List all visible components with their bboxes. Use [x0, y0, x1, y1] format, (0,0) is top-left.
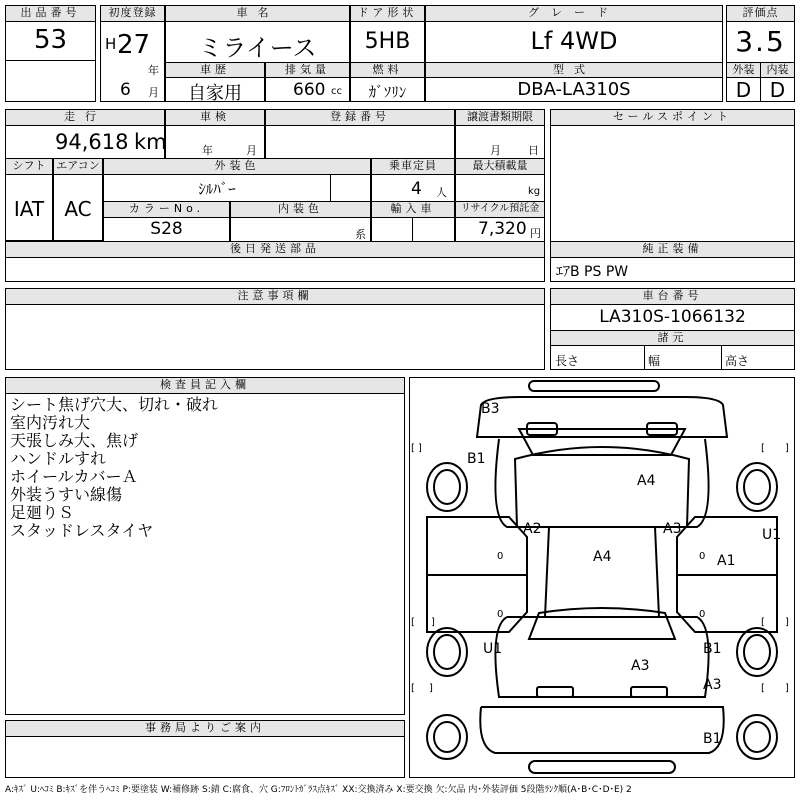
mileage: 94,618 — [55, 130, 129, 154]
svg-text:0: 0 — [497, 551, 504, 562]
year-unit: 年 — [148, 64, 159, 77]
aircon: AC — [64, 197, 92, 221]
int-color-cell — [230, 217, 371, 242]
inspector-line: 天張しみ大、焦げ — [10, 431, 139, 450]
int-color-header: 内装色 — [230, 201, 371, 218]
svg-text:]: ] — [418, 443, 422, 454]
damage-mark: B1 — [467, 451, 486, 467]
import-header: 輸入車 — [371, 201, 455, 218]
inspector-line: スタッドレスタイヤ — [10, 521, 154, 540]
svg-text:]: ] — [429, 683, 433, 694]
inspector-line: 足廻りＳ — [10, 503, 75, 522]
inspector-line: 外装うすい線傷 — [10, 485, 123, 504]
inspector-notes — [10, 396, 218, 540]
office-header: 事務局よりご案内 — [5, 720, 405, 737]
inspector-line: シート焦げ穴大、切れ・破れ — [10, 395, 219, 414]
grade: Lf 4WD — [530, 27, 618, 55]
history: 自家用 — [188, 83, 242, 104]
damage-mark: A3 — [703, 677, 722, 693]
insp-year-unit: 年 — [202, 144, 213, 157]
interior-header: 内装 — [760, 62, 795, 78]
sales-points-header: セールスポイント — [550, 109, 795, 126]
month-unit: 月 — [148, 86, 159, 99]
first-reg-header: 初度登録 — [100, 5, 165, 22]
capacity-unit: 人 — [436, 186, 447, 199]
car-name-header: 車名 — [165, 5, 350, 22]
max-load-unit: kg — [528, 186, 541, 197]
recycle-fee: 7,320 — [478, 219, 527, 239]
score-header: 評価点 — [726, 5, 795, 22]
svg-text:[: [ — [411, 617, 415, 628]
svg-text:0: 0 — [699, 551, 706, 562]
svg-text:]: ] — [785, 617, 789, 628]
damage-mark: B1 — [703, 641, 722, 657]
history-header: 車歴 — [165, 62, 265, 78]
aircon-header: エアコン — [53, 158, 103, 175]
exterior-grade: D — [735, 78, 752, 102]
color-no-header: カラーNo. — [103, 201, 230, 218]
office-cell — [5, 736, 405, 778]
ext-color: ｼﾙﾊﾞｰ — [198, 180, 236, 198]
import-cell2 — [412, 217, 455, 242]
door-type: 5HB — [364, 29, 411, 54]
max-load-header: 最大積載量 — [455, 158, 545, 175]
car-name: ミライース — [198, 34, 317, 62]
color-no: S28 — [150, 219, 183, 239]
damage-mark: A4 — [637, 473, 656, 489]
inspector-line: 室内汚れ大 — [10, 413, 91, 432]
damage-mark: U1 — [483, 641, 503, 657]
notes-header: 注意事項欄 — [5, 288, 545, 305]
mileage-unit: km — [134, 130, 167, 154]
int-color-unit: 系 — [355, 228, 366, 241]
svg-text:[: [ — [761, 683, 765, 694]
transfer-month-unit: 月 — [490, 144, 501, 157]
damage-mark: A2 — [523, 521, 542, 537]
length-label: 長さ — [555, 354, 580, 368]
recycle-unit: 円 — [530, 227, 541, 240]
svg-text:0: 0 — [699, 609, 706, 620]
transfer-day-unit: 日 — [528, 144, 539, 157]
capacity-header: 乗車定員 — [371, 158, 455, 175]
later-parts-cell — [5, 257, 545, 282]
recycle-header: リサイクル預託金 — [455, 201, 545, 218]
displacement-header: 排気量 — [265, 62, 350, 78]
svg-text:]: ] — [431, 617, 435, 628]
genuine-equipment: ｴｱB PS PW — [556, 264, 629, 280]
ext-color-cell2 — [330, 174, 371, 202]
reg-no-cell — [265, 125, 455, 159]
damage-mark: A3 — [631, 658, 650, 674]
lot-no-header: 出品番号 — [5, 5, 96, 22]
svg-text:[: [ — [761, 443, 765, 454]
transfer-header: 譲渡書類期限 — [455, 109, 545, 126]
model: DBA-LA310S — [517, 79, 631, 100]
shift-header: シフト — [5, 158, 53, 175]
lot-no-blank — [5, 60, 96, 102]
fuel: ｶﾞｿﾘﾝ — [368, 83, 407, 101]
damage-mark: B3 — [481, 401, 500, 417]
grade-header: グレード — [425, 5, 723, 22]
damage-mark: A1 — [717, 553, 736, 569]
later-parts-header: 後日発送部品 — [5, 241, 545, 258]
door-header: ドア形状 — [350, 5, 425, 22]
damage-mark: B1 — [703, 731, 722, 747]
dims-header: 諸元 — [550, 330, 795, 346]
model-header: 型式 — [425, 62, 723, 78]
inspection-header: 車検 — [165, 109, 265, 126]
exterior-header: 外装 — [726, 62, 761, 78]
reg-no-header: 登録番号 — [265, 109, 455, 126]
fuel-header: 燃料 — [350, 62, 425, 78]
genuine-header: 純正装備 — [550, 241, 795, 258]
insp-month-unit: 月 — [246, 144, 257, 157]
height-label: 高さ — [725, 354, 750, 368]
sales-points-cell — [550, 125, 795, 242]
svg-text:]: ] — [785, 683, 789, 694]
displacement: 660 — [293, 80, 326, 100]
mileage-header: 走行 — [5, 109, 165, 126]
capacity: 4 — [411, 179, 422, 199]
car-diagram — [409, 377, 795, 778]
svg-text:0: 0 — [497, 609, 504, 620]
svg-text:[: [ — [411, 443, 415, 454]
lot-no: 53 — [33, 25, 68, 55]
ext-color-header: 外装色 — [103, 158, 371, 175]
width-label: 幅 — [648, 354, 661, 368]
damage-mark: U1 — [762, 527, 782, 543]
chassis-header: 車台番号 — [550, 288, 795, 305]
displacement-unit: cc — [331, 86, 342, 97]
score: 3.5 — [735, 25, 786, 58]
era: H — [105, 35, 117, 53]
reg-month: 6 — [120, 80, 131, 100]
inspector-line: ハンドルすれ — [10, 449, 107, 468]
legend: A:ｷｽﾞ U:ﾍｺﾐ B:ｷｽﾞを伴うﾍｺﾐ P:要塗装 W:補修跡 S:錆 C:腐食、穴 G:ﾌﾛﾝﾄｶﾞﾗｽ点ｷｽﾞ XX:交換済み X:要交換 欠:欠品 内･外装評価 5段階ﾗﾝｸ順(A･B･C･D･E) 2 — [5, 785, 632, 795]
notes-cell — [5, 304, 545, 370]
shift: IAT — [13, 197, 45, 221]
inspector-header: 検査員記入欄 — [5, 377, 405, 394]
svg-text:[: [ — [761, 617, 765, 628]
damage-mark: A4 — [593, 549, 612, 565]
reg-year: 27 — [117, 30, 151, 60]
damage-mark: A3 — [663, 521, 682, 537]
chassis-no: LA310S-1066132 — [599, 307, 746, 327]
svg-text:]: ] — [785, 443, 789, 454]
svg-text:[: [ — [411, 683, 415, 694]
interior-grade: D — [769, 78, 786, 102]
import-cell — [371, 217, 413, 242]
inspector-line: ホイールカバーＡ — [10, 467, 138, 486]
